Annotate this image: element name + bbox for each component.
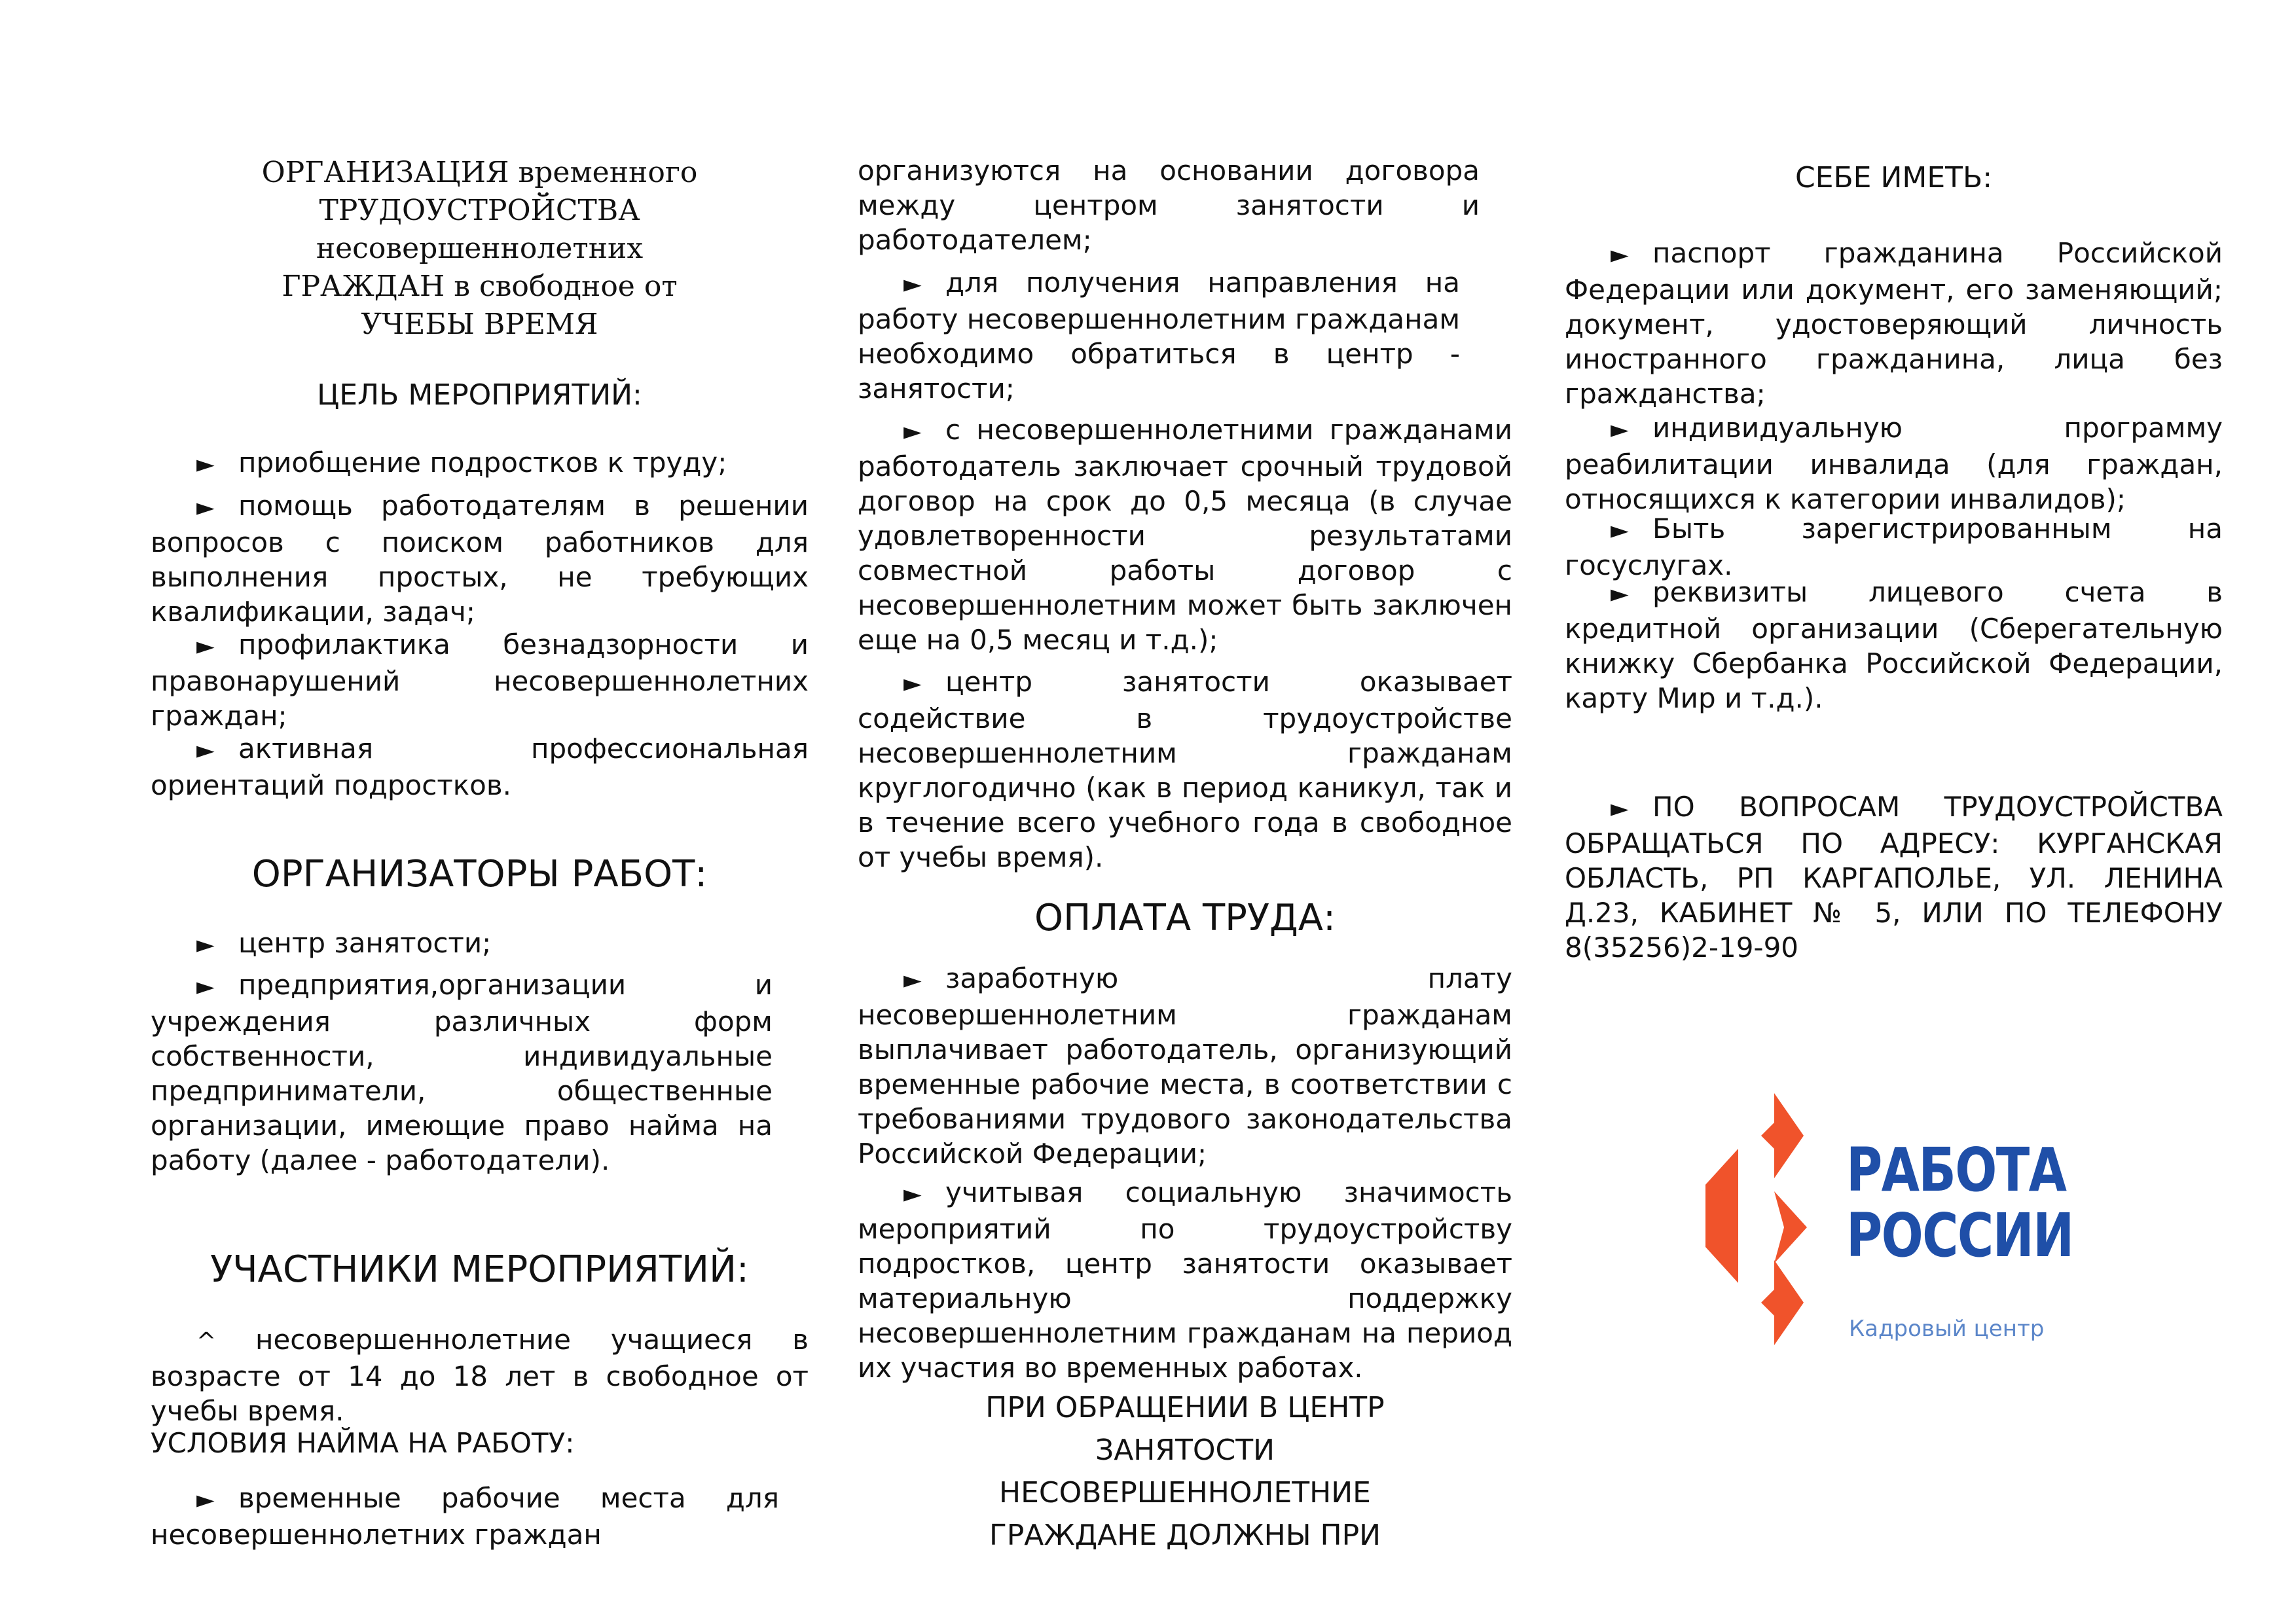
document-item: ► паспорт гражданина Российской Федерации или документ, его заменяющий; документ, удостоверяющий личность иностранного гражданина, лица без гражданства; (1565, 237, 2223, 410)
goal-item: ► профилактика безнадзорности и правонарушений несовершеннолетних граждан; (151, 628, 809, 732)
contact-info: ► ПО ВОПРОСАМ ТРУДОУСТРОЙСТВА ОБРАЩАТЬСЯ ПО АДРЕСУ: КУРГАНСКАЯ ОБЛАСТЬ, РП КАРГАПОЛЬЕ, УЛ. ЛЕНИНА Д.23, КАБИНЕТ № 5, ИЛИ ПО ТЕЛЕФОНУ 8(35256)2-19-90 (1565, 791, 2223, 964)
bullet-icon: ► (903, 1181, 922, 1208)
logo-wordmark (1846, 1135, 2073, 1271)
appeal-line: НЕСОВЕРШЕННОЛЕТНИЕ (999, 1476, 1371, 1509)
document-item: ► Быть зарегистрированным на госуслугах. (1565, 513, 2223, 581)
conditions-item-continued: организуются на основании договора между центром занятости и работодателем; (858, 154, 1480, 256)
bullet-icon: ► (196, 633, 215, 660)
bullet-icon: ► (1611, 581, 1629, 607)
bullet-icon: ► (903, 670, 922, 697)
appeal-line: ГРАЖДАНЕ ДОЛЖНЫ ПРИ (989, 1519, 1381, 1552)
appeal-line: ЗАНЯТОСТИ (1095, 1434, 1275, 1467)
logo-subtitle: Кадровый центр (1849, 1316, 2045, 1342)
bullet-icon: ► (903, 271, 922, 298)
bullet-icon: ► (1611, 416, 1629, 443)
participants-item: ^ несовершеннолетние учащиеся в возрасте от 14 до 18 лет в свободное от учебы время. (151, 1324, 809, 1427)
bullet-icon: ► (196, 737, 215, 764)
brochure-title (151, 154, 809, 344)
organizers-heading: ОРГАНИЗАТОРЫ РАБОТ: (251, 853, 708, 895)
bullet-icon: ► (903, 418, 922, 445)
title-line: ОРГАНИЗАЦИЯ временного (261, 156, 698, 189)
document-item: ► индивидуальную программу реабилитации инвалида (для граждан, относящихся к категории инвалидов); (1565, 412, 2223, 515)
goal-item: ► приобщение подростков к труду; (151, 445, 809, 482)
bullet-icon: ► (1611, 795, 1629, 822)
bullet-icon: ► (196, 931, 215, 958)
bullet-icon: ► (1611, 517, 1629, 544)
title-line: ТРУДОУСТРОЙСТВА (319, 194, 640, 227)
organizers-item: ► центр занятости; (151, 926, 809, 962)
conditions-item: ► для получения направления на работу несовершеннолетним гражданам необходимо обратиться в центр - занятости; (858, 266, 1460, 405)
caret-icon: ^ (196, 1328, 217, 1355)
conditions-item: ► центр занятости оказывает содействие в трудоустройстве несовершеннолетним гражданам круглогодично (как в период каникул, так и в течение всего учебного года в свободное от учебы время). (858, 666, 1512, 873)
appeal-line: ПРИ ОБРАЩЕНИИ В ЦЕНТР (985, 1391, 1385, 1424)
pay-heading: ОПЛАТА ТРУДА: (1034, 897, 1336, 939)
documents-heading: СЕБЕ ИМЕТЬ: (1795, 161, 1993, 194)
title-line: ГРАЖДАН в свободное от (282, 270, 678, 303)
bullet-icon: ► (196, 494, 215, 521)
goal-heading: ЦЕЛЬ МЕРОПРИЯТИЙ: (317, 378, 642, 412)
bullet-icon: ► (1611, 242, 1629, 268)
goal-item: ► помощь работодателям в решении вопросов с поиском работников для выполнения простых, не требующих квалификации, задач; (151, 490, 809, 628)
goal-item: ► активная профессиональная ориентаций подростков. (151, 732, 809, 801)
conditions-item: ► временные рабочие места для несовершеннолетних граждан (151, 1482, 779, 1551)
bullet-icon: ► (196, 451, 215, 478)
bullet-icon: ► (196, 973, 215, 1000)
bullet-icon: ► (196, 1487, 215, 1513)
participants-heading: УЧАСТНИКИ МЕРОПРИЯТИЙ: (210, 1248, 749, 1291)
pay-item: ► учитывая социальную значимость мероприятий по трудоустройству подростков, центр занятости оказывает материальную поддержку несовершеннолетним гражданам на период их участия во временных работах. (858, 1176, 1512, 1384)
appeal-note (858, 1386, 1512, 1557)
title-line: несовершеннолетних (316, 232, 644, 265)
title-line: УЧЕБЫ ВРЕМЯ (361, 308, 598, 341)
organizers-item: ► предприятия,организации и учреждения различных форм собственности, индивидуальные предприниматели, общественные организации, имеющие право найма на работу (далее - работодатели). (151, 969, 773, 1176)
bullet-icon: ► (903, 967, 922, 994)
pay-item: ► заработную плату несовершеннолетним гражданам выплачивает работодатель, организующий временные рабочие места, в соответствии с требованиями трудового законодательства Российской Федерации; (858, 962, 1512, 1170)
document-item: ► реквизиты лицевого счета в кредитной организации (Сберегательную книжку Сбербанка Российской Федерации, карту Мир и т.д.). (1565, 576, 2223, 714)
logo-line: РАБОТА (1846, 1135, 2066, 1205)
conditions-heading: УСЛОВИЯ НАЙМА НА РАБОТУ: (151, 1427, 575, 1459)
conditions-item: ► с несовершеннолетними гражданами работодатель заключает срочный трудовой договор на срок до 0,5 месяца (в случае удовлетворенности результатами совместной работы договор с несовершеннолетним может быть заключен еще на 0,5 месяц и т.д.); (858, 414, 1512, 656)
logo-line: РОССИИ (1846, 1200, 2073, 1271)
